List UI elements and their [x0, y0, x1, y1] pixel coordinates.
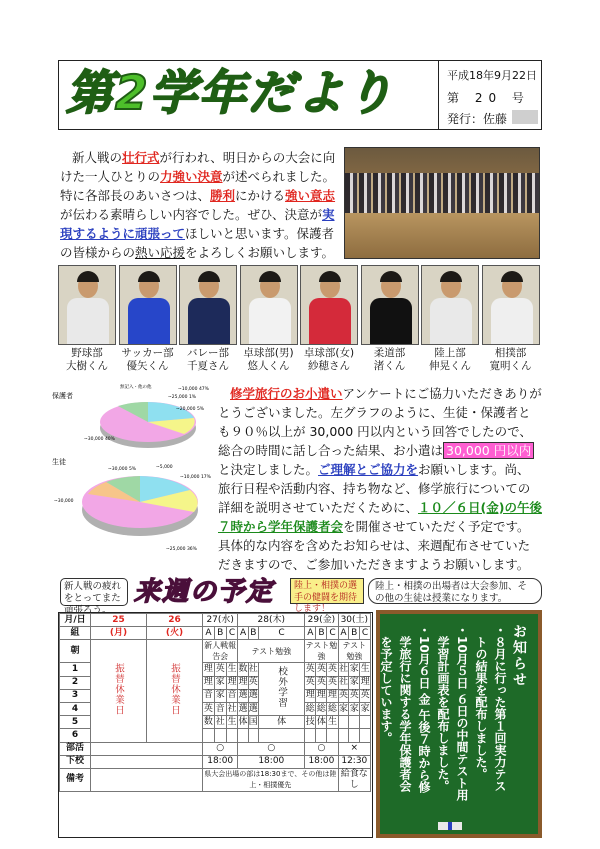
class-cell: B: [316, 627, 327, 640]
subject-cell: 総: [316, 702, 327, 715]
survey-keyword: ご理解とご協力を: [318, 462, 419, 477]
student-photo: [119, 265, 177, 345]
student-label-3: ~30,000: [54, 499, 74, 504]
guardian-label-2: ~20,000 5%: [176, 407, 205, 412]
survey-text: を開催させていただく予定です。具体的な内容を含めたお知らせは、来週配布させていただきますので、ご参加いただきますようお願いします。: [218, 519, 531, 572]
class-cell: A: [338, 627, 349, 640]
class-cell: A: [305, 627, 316, 640]
subject-cell: 生: [226, 716, 238, 729]
class-cell: C: [327, 627, 338, 640]
student-label-1: ~5,000: [156, 465, 173, 470]
intro-keyword: 力強い決意: [160, 169, 223, 184]
period-label: 2: [60, 676, 91, 689]
guardian-chart-label: 保護者: [52, 392, 73, 400]
period-label: 3: [60, 689, 91, 702]
class-cell: B: [214, 627, 226, 640]
subject-cell: 生: [360, 663, 371, 676]
subject-cell: [327, 729, 338, 742]
student-name: 紗穂さん: [308, 360, 350, 372]
subject-cell: [305, 729, 316, 742]
survey-paragraph: [218, 384, 542, 574]
student-name: 伸晃くん: [429, 360, 471, 372]
subject-cell: [349, 716, 360, 729]
morning-activity: テスト勉強: [238, 640, 305, 663]
guardian-label-4: ~10,000 47%: [178, 387, 209, 392]
intro-text: 新人戦の: [72, 150, 123, 165]
subject-cell: 家: [349, 663, 360, 676]
student-name: 優矢くん: [126, 360, 169, 372]
guardian-label-0: 無記入・他の他: [120, 385, 152, 390]
student-label-2: ~10,000 17%: [180, 475, 211, 480]
next-week-title: 来週の予定: [134, 577, 275, 607]
leave-time: 18:00: [203, 755, 238, 768]
subject-cell: 理: [226, 676, 238, 689]
club-name: バレー部: [187, 347, 229, 359]
subject-cell: 英: [305, 663, 316, 676]
schedule-table: [59, 613, 371, 792]
notice-line: 学習計画表を配布しました。: [436, 624, 450, 792]
club-name: 相撲部: [494, 347, 527, 359]
club-mark: ○: [238, 742, 305, 755]
intro-keyword: 勝利: [210, 188, 236, 203]
subject-cell: 生: [226, 663, 238, 676]
period-label: 1: [60, 663, 91, 676]
day-mon: 25: [91, 614, 147, 627]
field-trip-cell: [258, 663, 304, 716]
subject-cell: [360, 716, 371, 729]
leave-time: 18:00: [238, 755, 305, 768]
holiday-tue: [147, 640, 203, 742]
blank-cell: [91, 768, 203, 791]
next-week-note-right: 陸上・相撲の出場者は大会参加、その他の生徒は授業になります。: [368, 578, 542, 604]
ceremony-photo: [344, 147, 540, 259]
subject-cell: 英: [316, 676, 327, 689]
club-label: 部活: [60, 742, 91, 755]
club-name: 陸上部: [434, 347, 466, 359]
subject-cell: 選: [248, 689, 258, 702]
subject-cell: 社: [248, 663, 258, 676]
student-name: 大樹くん: [66, 360, 108, 372]
subject-cell: 理: [360, 676, 371, 689]
subject-cell: [349, 729, 360, 742]
subject-cell: 英: [327, 663, 338, 676]
club-mark: ○: [203, 742, 238, 755]
student-caption: [240, 347, 298, 373]
subject-cell: 英: [327, 676, 338, 689]
subject-cell: 体: [258, 716, 304, 729]
club-name: 柔道部: [373, 347, 406, 359]
weekly-schedule: [58, 612, 373, 838]
guardian-label-1: ~25,000 1%: [168, 395, 197, 400]
notice-line: ・８月に行った第１回実力テス: [493, 624, 507, 792]
day-header: 27(水): [203, 614, 238, 627]
publisher: 発行：佐藤: [447, 112, 508, 126]
student-photo: [361, 265, 419, 345]
subject-cell: 英: [305, 676, 316, 689]
class-cell: A: [238, 627, 248, 640]
student-caption: [58, 347, 116, 373]
intro-keyword: 壮行式: [122, 150, 160, 165]
leave-label: 下校: [60, 755, 91, 768]
notice-title: お知らせ: [511, 624, 527, 688]
subject-cell: 家: [360, 702, 371, 715]
club-name: サッカー部: [121, 347, 174, 359]
newsletter-title: 第2学年だより: [66, 66, 395, 121]
holiday-mon: [91, 640, 147, 742]
subject-cell: 理: [327, 689, 338, 702]
remarks-main: 県大会出場の部は18:30まで、その他は陸上・相撲優先: [203, 768, 339, 791]
subject-cell: 国: [248, 716, 258, 729]
subject-cell: [316, 729, 327, 742]
subject-cell: 社: [338, 676, 349, 689]
student-name: 悠人くん: [247, 360, 290, 372]
morning-activity: テスト勉強: [338, 640, 370, 663]
subject-cell: 体: [238, 716, 248, 729]
student-name: 渚くん: [373, 360, 406, 372]
subject-cell: [214, 729, 226, 742]
holiday-text: 振替休業日: [113, 662, 124, 716]
student-caption: [421, 347, 479, 373]
remarks-label: 備考: [60, 768, 91, 791]
class-label: 組: [60, 627, 91, 640]
intro-text: にかける: [235, 188, 286, 203]
intro-text: をよろしくお願いします。: [185, 245, 335, 260]
notice-line: を予定しています。: [379, 624, 393, 744]
subject-cell: 英: [360, 689, 371, 702]
student-photo: [58, 265, 116, 345]
survey-pie-charts: [48, 378, 218, 574]
remarks-sat: 給食なし: [338, 768, 370, 791]
subject-cell: 総: [305, 702, 316, 715]
subject-cell: 理: [203, 676, 215, 689]
period-label: 4: [60, 702, 91, 715]
survey-keyword: １０／６日(金)の午後７時から学年保護者会: [218, 500, 542, 534]
student-photo: [421, 265, 479, 345]
subject-cell: [338, 716, 349, 729]
subject-cell: 理: [305, 689, 316, 702]
survey-text: と決定しました。: [218, 462, 319, 477]
subject-cell: 社: [338, 663, 349, 676]
guardian-label-3: ~30,000 40%: [84, 437, 115, 442]
subject-cell: 家: [349, 676, 360, 689]
notice-blackboard: [376, 610, 542, 838]
subject-cell: 英: [203, 702, 215, 715]
notice-line: 学旅行に関する学年保護者会: [398, 624, 412, 792]
subject-cell: 数: [238, 663, 248, 676]
intro-keyword: 強い意志: [285, 188, 336, 203]
student-name: 寛明くん: [489, 360, 532, 372]
subject-cell: 数: [203, 716, 215, 729]
subject-cell: 社: [214, 716, 226, 729]
subject-cell: 英: [214, 663, 226, 676]
intro-text: が伝わる素晴らしい内容でした。ぜひ、決意が: [60, 207, 323, 222]
eraser-band: [448, 822, 452, 830]
period-label: 6: [60, 729, 91, 742]
student-label-4: ~25,000 36%: [166, 547, 197, 552]
class-cell: C: [226, 627, 238, 640]
student-label-0: ~30,000 5%: [108, 467, 137, 472]
subject-cell: 英: [248, 676, 258, 689]
student-caption: [482, 347, 540, 373]
subject-cell: 総: [327, 702, 338, 715]
class-cell: C: [258, 627, 304, 640]
notice-text: [376, 624, 528, 820]
schedule-header-row: [60, 614, 371, 627]
issue-date: 平成18年9月22日: [447, 69, 537, 82]
subject-cell: 音: [226, 689, 238, 702]
subject-cell: 家: [349, 702, 360, 715]
student-caption: [179, 347, 237, 373]
class-cell: C: [360, 627, 371, 640]
student-caption: [361, 347, 419, 373]
intro-keyword: 実現するように頑張って: [60, 207, 335, 241]
subject-cell: [258, 729, 304, 742]
subject-cell: [226, 729, 238, 742]
blank-cell: [91, 742, 203, 755]
survey-text: お願いします。尚、旅行日程や活動内容、持ち物など、修学旅行についての詳細を説明させていただくために、: [218, 462, 531, 515]
student-caption: [119, 347, 177, 373]
subject-cell: 音: [214, 702, 226, 715]
subject-cell: [238, 729, 248, 742]
subject-cell: 生: [327, 716, 338, 729]
next-week-note-mid: 陸上・相撲の選手の健闘を期待します！: [290, 578, 364, 604]
notice-line: ・10月６日 金 午後７時から修: [417, 624, 431, 794]
student-photo: [482, 265, 540, 345]
day-header: 28(木): [238, 614, 305, 627]
subject-cell: 理: [203, 663, 215, 676]
student-photo: [240, 265, 298, 345]
intro-text: が行われ、明日からの大会に向けた一人ひとりの: [60, 150, 336, 184]
period-label: 朝: [60, 640, 91, 663]
survey-keyword: 修学旅行のお小遣い: [230, 386, 343, 401]
class-cell: A: [203, 627, 215, 640]
student-chart-label: 生徒: [52, 458, 66, 466]
club-mark: ○: [305, 742, 338, 755]
subject-cell: 技: [305, 716, 316, 729]
club-name: 卓球部(女): [303, 347, 355, 359]
day-header: 29(金): [305, 614, 338, 627]
day-header: 30(土): [338, 614, 370, 627]
subject-cell: 理: [238, 676, 248, 689]
subject-cell: 家: [338, 702, 349, 715]
intro-paragraph: [60, 148, 342, 262]
subject-cell: 理: [316, 689, 327, 702]
student-name: 千夏さん: [187, 360, 229, 372]
morning-activity: 新人戦報告会: [204, 641, 237, 662]
club-name: 野球部: [71, 347, 103, 359]
club-mark: ×: [338, 742, 370, 755]
redacted-name: [512, 110, 538, 124]
blank-cell: [91, 755, 203, 768]
subject-cell: 家: [214, 689, 226, 702]
header-divider: [438, 60, 439, 130]
subject-cell: 英: [338, 689, 349, 702]
dow-mon: (月): [91, 627, 147, 640]
student-photo: [300, 265, 358, 345]
subject-cell: 社: [226, 702, 238, 715]
field-trip-text: 校外学習: [276, 666, 288, 709]
subject-cell: 家: [214, 676, 226, 689]
notice-line: トの結果を配布しました。: [474, 624, 488, 780]
leave-time: 12:30: [338, 755, 370, 768]
intro-keyword: 熱い応援: [135, 245, 186, 260]
survey-highlight: 30,000 円以内: [443, 442, 534, 459]
subject-cell: [338, 729, 349, 742]
student-caption: [300, 347, 358, 373]
day-tue: 26: [147, 614, 203, 627]
notice-line: ・10月５日 ６日の中間テスト用: [455, 624, 469, 801]
club-name: 卓球部(男): [243, 347, 294, 359]
survey-text: アンケートにご協力いただきありがとうございました。左グラフのように、生徒・保護者とも９０％以上が 30,000 円以内という回答でしたので、総合の時間に話し合った結果、お小遣は: [218, 386, 542, 458]
issue-number: 第 20 号: [447, 91, 530, 105]
leave-time: 18:00: [305, 755, 338, 768]
period-label: 5: [60, 716, 91, 729]
subject-cell: 選: [238, 702, 248, 715]
subject-cell: 英: [316, 663, 327, 676]
class-cell: B: [248, 627, 258, 640]
morning-activity: テスト勉強: [305, 641, 338, 662]
subject-cell: 選: [238, 689, 248, 702]
class-cell: B: [349, 627, 360, 640]
subject-cell: [360, 729, 371, 742]
subject-cell: 選: [248, 702, 258, 715]
month-label: 月/日: [60, 614, 91, 627]
intro-text: が述べられました。特に各部長のあいさつは、: [60, 169, 336, 203]
intro-text: ほしいと思います。保護者の皆様からの: [60, 226, 335, 260]
student-photo-row: [58, 265, 542, 345]
next-week-note-left: 新人戦の疲れをとってまた頑張ろう。: [60, 578, 128, 606]
holiday-text: 振替休業日: [169, 662, 180, 716]
subject-cell: [248, 729, 258, 742]
subject-cell: 英: [349, 689, 360, 702]
student-photo: [179, 265, 237, 345]
subject-cell: 音: [203, 689, 215, 702]
subject-cell: [203, 729, 215, 742]
dow-tue: (火): [147, 627, 203, 640]
subject-cell: 体: [316, 716, 327, 729]
